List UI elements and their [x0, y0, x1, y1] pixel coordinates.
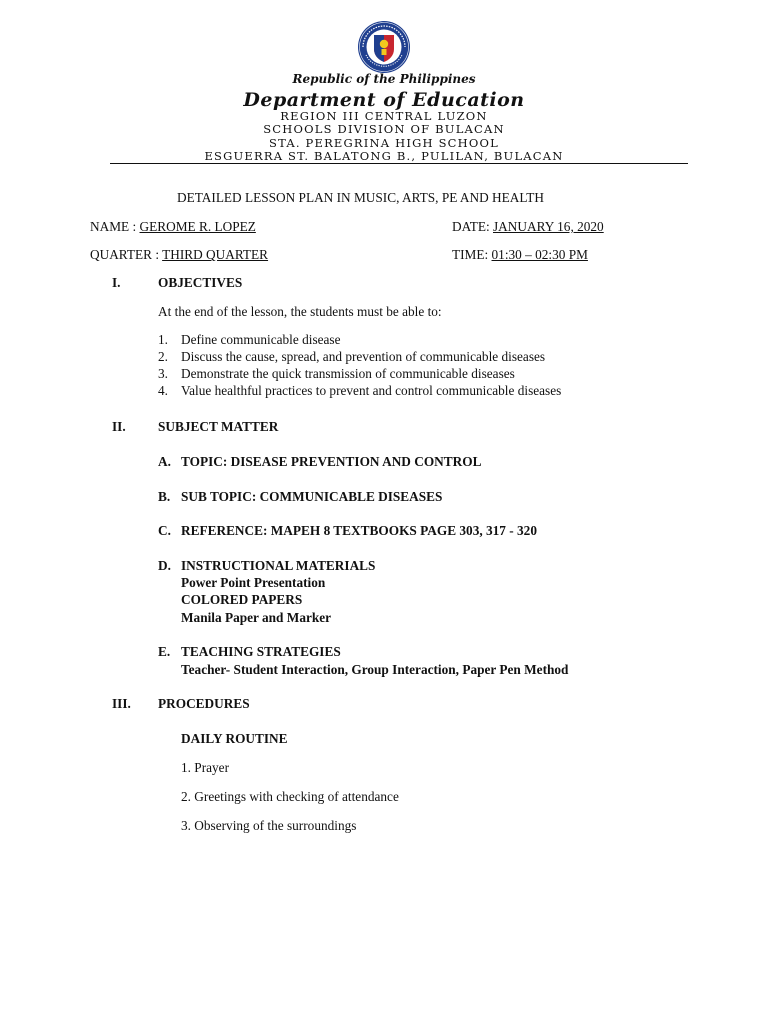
procedures-numeral: III.	[112, 696, 131, 711]
name-label: NAME :	[90, 219, 140, 234]
strategies-letter: E.	[158, 644, 171, 659]
sub-topic-letter: B.	[158, 489, 171, 504]
objective-number: 1.	[158, 332, 168, 347]
objective-item: Discuss the cause, spread, and prevention of communicable diseases	[181, 349, 546, 364]
date-value: JANUARY 16, 2020	[493, 219, 604, 234]
routine-step: 3. Observing of the surroundings	[181, 818, 357, 833]
objective-item: Demonstrate the quick transmission of communicable diseases	[181, 366, 515, 381]
name-value: GEROME R. LOPEZ	[139, 219, 256, 234]
material-item: Manila Paper and Marker	[181, 610, 332, 625]
objective-number: 2.	[158, 349, 168, 364]
routine-step: 2. Greetings with checking of attendance	[181, 789, 399, 804]
topic-text: TOPIC: DISEASE PREVENTION AND CONTROL	[181, 454, 482, 469]
republic-line: Republic of the Philippines	[292, 72, 476, 86]
objective-number: 4.	[158, 383, 168, 398]
sub-topic-text: SUB TOPIC: COMMUNICABLE DISEASES	[181, 489, 443, 504]
objective-item: Define communicable disease	[181, 332, 341, 347]
deped-seal-logo	[357, 20, 411, 74]
quarter-field	[90, 247, 290, 263]
date-label: DATE:	[452, 219, 493, 234]
name-field	[90, 219, 256, 235]
school-line: STA. PEREGRINA HIGH SCHOOL	[269, 136, 499, 150]
subject-matter-numeral: II.	[112, 419, 126, 434]
objectives-heading: OBJECTIVES	[158, 275, 243, 290]
material-item: COLORED PAPERS	[181, 592, 303, 607]
objective-item: Value healthful practices to prevent and control communicable diseases	[181, 383, 562, 398]
topic-letter: A.	[158, 454, 171, 469]
address-line: ESGUERRA ST. BALATONG B., PULILAN, BULACAN	[204, 149, 564, 163]
material-item: Power Point Presentation	[181, 575, 326, 590]
time-field	[452, 247, 588, 263]
date-field	[452, 219, 604, 235]
time-value: 01:30 – 02:30 PM	[491, 247, 588, 262]
document-title: DETAILED LESSON PLAN IN MUSIC, ARTS, PE AND HEALTH	[177, 190, 545, 205]
region-line: REGION III CENTRAL LUZON	[280, 109, 488, 123]
strategies-heading: TEACHING STRATEGIES	[181, 644, 341, 659]
objective-number: 3.	[158, 366, 168, 381]
division-line: SCHOOLS DIVISION OF BULACAN	[263, 122, 505, 136]
materials-letter: D.	[158, 558, 171, 573]
header-divider	[110, 163, 688, 164]
strategies-line: Teacher- Student Interaction, Group Interaction, Paper Pen Method	[181, 662, 569, 677]
reference-letter: C.	[158, 523, 171, 538]
materials-heading: INSTRUCTIONAL MATERIALS	[181, 558, 376, 573]
routine-step: 1. Prayer	[181, 760, 229, 775]
quarter-value: THIRD QUARTER	[162, 247, 269, 262]
objectives-numeral: I.	[112, 275, 121, 290]
subject-matter-heading: SUBJECT MATTER	[158, 419, 279, 434]
time-label: TIME:	[452, 247, 492, 262]
objectives-intro: At the end of the lesson, the students must be able to:	[158, 304, 442, 319]
procedures-heading: PROCEDURES	[158, 696, 250, 711]
department-name: Department of Education	[243, 89, 525, 111]
daily-routine-heading: DAILY ROUTINE	[181, 731, 288, 746]
quarter-label: QUARTER :	[90, 247, 163, 262]
reference-text: REFERENCE: MAPEH 8 TEXTBOOKS PAGE 303, 317 - 320	[181, 523, 537, 538]
